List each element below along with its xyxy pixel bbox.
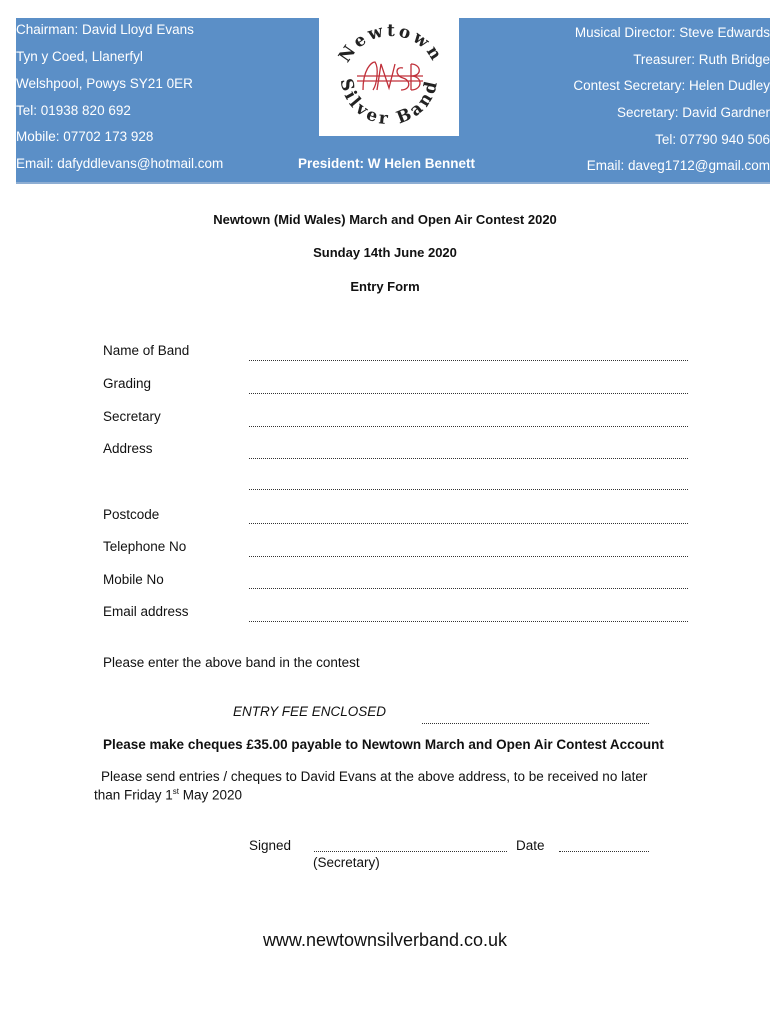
input-telephone[interactable] bbox=[249, 556, 688, 557]
send-instruction-text-a: than Friday 1 bbox=[94, 787, 173, 803]
chairman-mobile: Mobile: 07702 173 928 bbox=[16, 129, 154, 144]
input-address-line-2[interactable] bbox=[249, 489, 688, 490]
musical-director: Musical Director: Steve Edwards bbox=[574, 25, 770, 40]
letterhead-banner bbox=[16, 18, 770, 182]
send-instruction-line-2 bbox=[94, 787, 242, 803]
input-signature[interactable] bbox=[314, 851, 507, 852]
secretary: Secretary: David Gardner bbox=[616, 105, 770, 120]
secretary-email: Email: daveg1712@gmail.com bbox=[586, 158, 770, 173]
secretary-caption: (Secretary) bbox=[313, 855, 380, 870]
form-title: Entry Form bbox=[350, 279, 420, 294]
input-mobile[interactable] bbox=[249, 588, 688, 589]
cheque-instruction: Please make cheques £35.00 payable to Newtown March and Open Air Contest Account bbox=[103, 737, 664, 752]
label-name-of-band: Name of Band bbox=[103, 343, 190, 358]
input-postcode[interactable] bbox=[249, 523, 688, 524]
enter-band-text: Please enter the above band in the contest bbox=[103, 655, 360, 670]
contest-secretary: Contest Secretary: Helen Dudley bbox=[573, 78, 770, 93]
label-telephone: Telephone No bbox=[103, 539, 187, 554]
input-name-of-band[interactable] bbox=[249, 360, 688, 361]
chairman-address-line-2: Welshpool, Powys SY21 0ER bbox=[16, 76, 193, 91]
ordinal-suffix: st bbox=[172, 787, 180, 796]
label-address: Address bbox=[103, 441, 153, 456]
signed-label: Signed bbox=[249, 838, 292, 853]
contest-title: Newtown (Mid Wales) March and Open Air Contest 2020 bbox=[213, 212, 557, 227]
president-name: President: W Helen Bennett bbox=[298, 156, 476, 171]
label-mobile: Mobile No bbox=[103, 572, 164, 587]
monogram-icon bbox=[357, 62, 423, 90]
input-email[interactable] bbox=[249, 621, 688, 622]
svg-text:Silver Band: Silver Band bbox=[335, 76, 443, 130]
input-address-line-1[interactable] bbox=[249, 458, 688, 459]
send-instruction-text-b: May 2020 bbox=[179, 787, 243, 803]
label-secretary: Secretary bbox=[103, 409, 161, 424]
send-instruction-line-1: Please send entries / cheques to David Evans at the above address, to be received no later bbox=[101, 769, 648, 784]
website-link[interactable]: www.newtownsilverband.co.uk bbox=[262, 930, 508, 950]
input-grading[interactable] bbox=[249, 393, 688, 394]
chairman-email: Email: dafyddlevans@hotmail.com bbox=[16, 156, 224, 171]
chairman-telephone: Tel: 01938 820 692 bbox=[16, 103, 131, 118]
chairman-address-line-1: Tyn y Coed, Llanerfyl bbox=[16, 49, 143, 64]
label-email: Email address bbox=[103, 604, 189, 619]
entry-fee-label: ENTRY FEE ENCLOSED bbox=[233, 704, 387, 719]
date-label: Date bbox=[516, 838, 545, 853]
contest-date: Sunday 14th June 2020 bbox=[313, 245, 457, 260]
band-logo bbox=[319, 18, 459, 136]
secretary-telephone: Tel: 07790 940 506 bbox=[655, 132, 770, 147]
band-logo-icon bbox=[319, 18, 459, 136]
input-secretary[interactable] bbox=[249, 426, 688, 427]
label-postcode: Postcode bbox=[103, 507, 160, 522]
svg-text:Newtown: Newtown bbox=[334, 20, 448, 67]
treasurer: Treasurer: Ruth Bridge bbox=[633, 52, 770, 67]
input-entry-fee[interactable] bbox=[422, 723, 649, 724]
chairman-name: Chairman: David Lloyd Evans bbox=[16, 22, 194, 37]
input-date[interactable] bbox=[559, 851, 649, 852]
label-grading: Grading bbox=[103, 376, 152, 391]
